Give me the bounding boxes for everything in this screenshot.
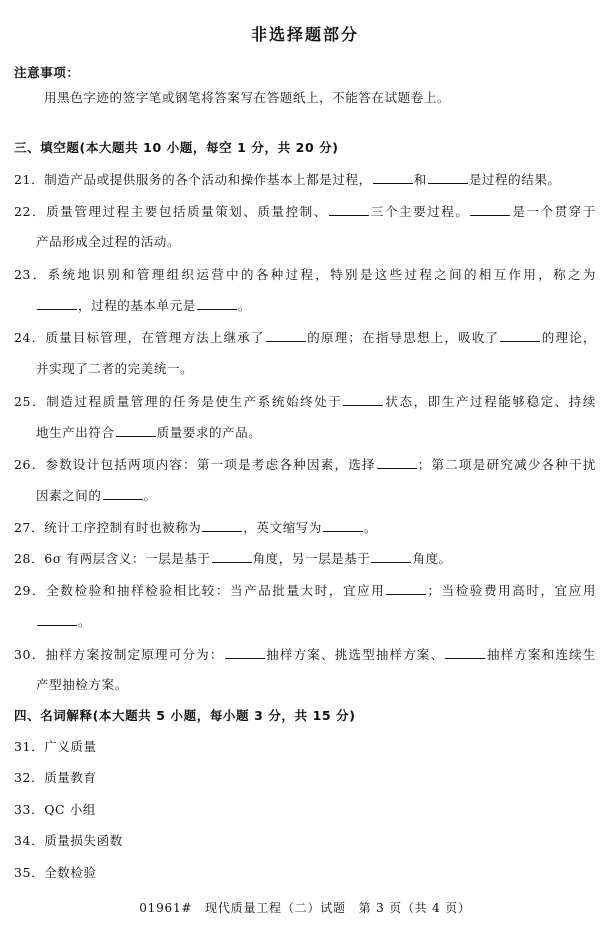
answer-blank <box>329 203 369 216</box>
question-31: 31．广义质量 <box>14 739 97 754</box>
question-26-cont: 因素之间的 。 <box>36 488 157 503</box>
question-24-cont: 并实现了二者的完美统一。 <box>36 361 194 376</box>
answer-blank <box>343 393 383 406</box>
question-22-cont: 产品形成全过程的活动。 <box>36 234 181 249</box>
question-24: 24．质量目标管理，在管理方法上继承了 的原理；在指导思想上，吸收了 的理论， <box>14 330 597 345</box>
notice-heading: 注意事项： <box>14 65 80 80</box>
question-25: 25．制造过程质量管理的任务是使生产系统始终处于 状态，即生产过程能够稳定、持续 <box>14 394 596 409</box>
answer-blank <box>428 171 468 184</box>
question-27: 27．统计工序控制有时也被称为 ，英文缩写为 。 <box>14 520 378 535</box>
question-34: 34．质量损失函数 <box>14 833 123 848</box>
answer-blank <box>212 550 252 563</box>
question-23-cont: ，过程的基本单元是 。 <box>36 297 596 315</box>
answer-blank <box>386 582 426 595</box>
answer-blank <box>373 171 413 184</box>
answer-blank <box>202 519 242 532</box>
answer-blank <box>266 329 306 342</box>
answer-blank <box>225 646 265 659</box>
page-title: 非选择题部分 <box>250 25 359 44</box>
question-29-cont: 。 <box>36 613 596 631</box>
answer-blank <box>116 424 156 437</box>
question-33: 33．QC 小组 <box>14 802 96 817</box>
section-3-heading: 三、填空题(本大题共 10 小题，每空 1 分，共 20 分) <box>14 140 339 155</box>
answer-blank <box>197 297 237 310</box>
question-30: 30．抽样方案按制定原理可分为： 抽样方案、挑选型抽样方案、 抽样方案和连续生 <box>14 647 596 662</box>
answer-blank <box>500 329 540 342</box>
question-25-cont: 地生产出符合 质量要求的产品。 <box>36 425 262 440</box>
question-30-cont: 产型抽检方案。 <box>36 677 128 692</box>
question-35: 35．全数检验 <box>14 865 97 880</box>
answer-blank <box>377 456 417 469</box>
answer-blank <box>470 203 510 216</box>
page-footer: 01961# 现代质量工程（二）试题 第 3 页（共 4 页） <box>139 901 471 915</box>
notice-text: 用黑色字迹的签字笔或钢笔将答案写在答题纸上，不能答在试题卷上。 <box>44 90 451 105</box>
question-21: 21．制造产品或提供服务的各个活动和操作基本上都是过程， 和 是过程的结果。 <box>14 172 561 187</box>
question-22: 22．质量管理过程主要包括质量策划、质量控制、 三个主要过程。 是一个贯穿于 <box>14 204 596 219</box>
answer-blank <box>371 550 411 563</box>
question-28: 28．6σ 有两层含义：一层是基于 角度，另一层是基于 角度。 <box>14 551 452 566</box>
answer-blank <box>37 613 77 626</box>
question-29: 29．全数检验和抽样检验相比较：当产品批量大时，宜应用 ；当检验费用高时，宜应用 <box>14 583 597 598</box>
answer-blank <box>103 487 143 500</box>
answer-blank <box>445 646 485 659</box>
question-32: 32．质量教育 <box>14 770 97 785</box>
answer-blank <box>323 519 363 532</box>
question-26: 26．参数设计包括两项内容：第一项是考虑各种因素，选择 ；第二项是研究减少各种干扰 <box>14 457 596 472</box>
section-4-heading: 四、名词解释(本大题共 5 小题，每小题 3 分，共 15 分) <box>14 708 356 723</box>
question-23: 23．系统地识别和管理组织运营中的各种过程，特别是这些过程之间的相互作用，称之为 <box>14 267 596 282</box>
answer-blank <box>37 297 77 310</box>
